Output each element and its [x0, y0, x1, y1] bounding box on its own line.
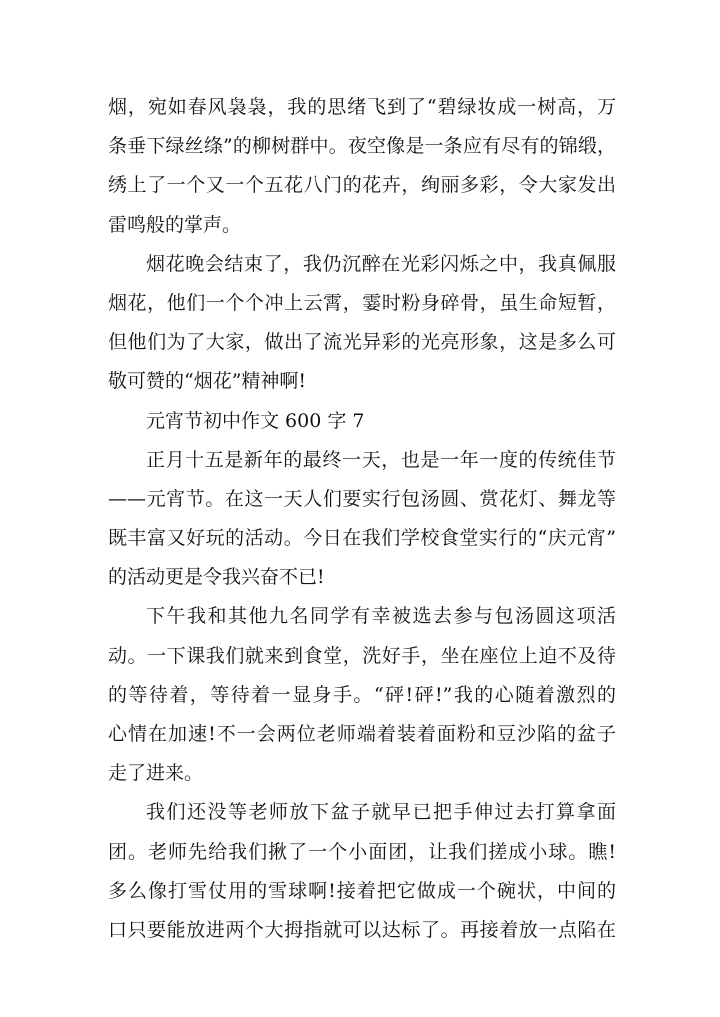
text-line: 烟，宛如春风袅袅，我的思绪飞到了“碧绿妆成一树高，万	[108, 96, 616, 118]
text-line: 动。一下课我们就来到食堂，洗好手，坐在座位上迫不及待	[108, 644, 616, 667]
text-line: 的活动更是令我兴奋不已!	[108, 566, 325, 589]
text-line: 正月十五是新年的最终一天，也是一年一度的传统佳节	[146, 448, 616, 471]
text-line: 敬可赞的“烟花”精神啊!	[108, 370, 307, 393]
text-line: 口只要能放进两个大拇指就可以达标了。再接着放一点陷在	[108, 918, 616, 941]
text-line: ——元宵节。在这一天人们要实行包汤圆、赏花灯、舞龙等	[108, 487, 616, 510]
text-line: 下午我和其他九名同学有幸被选去参与包汤圆这项活	[146, 605, 616, 628]
text-line: 烟花晚会结束了，我仍沉醉在光彩闪烁之中，我真佩服	[146, 252, 616, 275]
text-line: 但他们为了大家，做出了流光异彩的光亮形象，这是多么可	[108, 331, 616, 354]
text-line: 绣上了一个又一个五花八门的花卉，绚丽多彩，令大家发出	[108, 174, 616, 197]
text-line: 条垂下绿丝绦”的柳树群中。夜空像是一条应有尽有的锦缎，	[108, 135, 616, 158]
text-line: 的等待着，等待着一显身手。“砰!砰!”我的心随着激烈的	[108, 683, 616, 706]
text-line: 心情在加速!不一会两位老师端着装着面粉和豆沙陷的盆子	[108, 723, 616, 745]
essay-body	[108, 88, 616, 950]
text-line: 烟花，他们一个个冲上云霄，霎时粉身碎骨，虽生命短暂，	[108, 291, 616, 314]
text-line: 我们还没等老师放下盆子就早已把手伸过去打算拿面	[146, 801, 616, 824]
text-line: 团。老师先给我们揪了一个小面团，让我们搓成小球。瞧!	[108, 840, 616, 863]
text-line: 走了进来。	[108, 762, 204, 785]
text-line: 雷鸣般的掌声。	[108, 213, 242, 236]
section-heading: 元宵节初中作文 600 字 7	[146, 409, 365, 432]
text-line: 多么像打雪仗用的雪球啊!接着把它做成一个碗状，中间的	[108, 879, 616, 902]
text-line: 既丰富又好玩的活动。今日在我们学校食堂实行的“庆元宵”	[108, 527, 616, 550]
